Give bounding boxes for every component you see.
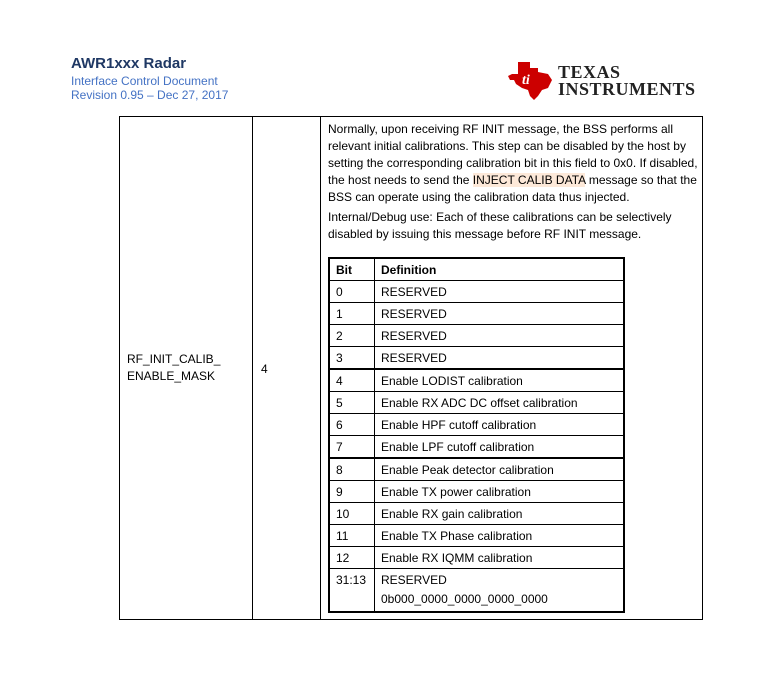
table-row: 2 RESERVED [329,325,624,347]
table-row: 5 Enable RX ADC DC offset calibration [329,392,624,414]
description-paragraph: Normally, upon receiving RF INIT message, the BSS performs all relevant initial calibrations. This step can be disabled by the host by setting the corresponding calibration bit in this field to 0x0. If disabled, the host needs to send the INJECT CALIB DATA message so that the BSS can operate using the calibration data thus injected. [328,122,698,204]
column-header-definition: Definition [375,258,625,281]
highlighted-term: INJECT CALIB DATA [472,173,586,187]
column-divider [320,117,321,619]
table-row: 12 Enable RX IQMM calibration [329,547,624,569]
svg-text:ti: ti [522,73,530,88]
field-description [328,121,698,246]
column-divider [252,117,253,619]
texas-state-icon [508,58,554,102]
table-row: 9 Enable TX power calibration [329,481,624,503]
ti-logo [508,58,698,102]
table-row: 8 Enable Peak detector calibration [329,458,624,481]
field-size: 4 [261,362,268,376]
table-header-row [329,258,624,281]
table-row: 3 RESERVED [329,347,624,370]
field-table [119,116,703,620]
column-header-bit: Bit [329,258,375,281]
ti-logo-text: TEXAS INSTRUMENTS [558,62,696,99]
bit-definition-table [328,257,625,613]
field-name: RF_INIT_CALIB_ ENABLE_MASK [127,352,221,383]
table-row: 10 Enable RX gain calibration [329,503,624,525]
table-row: 7 Enable LPF cutoff calibration [329,436,624,459]
table-row: 6 Enable HPF cutoff calibration [329,414,624,436]
table-row: 11 Enable TX Phase calibration [329,525,624,547]
reserved-default-value: 0b000_0000_0000_0000_0000 [381,592,548,606]
table-row: 31:13 RESERVED 0b000_0000_0000_0000_0000 [329,569,624,613]
doc-revision: Revision 0.95 – Dec 27, 2017 [71,88,229,102]
table-row: 4 Enable LODIST calibration [329,369,624,392]
table-row: 0 RESERVED [329,281,624,303]
doc-title: AWR1xxx Radar [71,55,187,72]
description-paragraph: Internal/Debug use: Each of these calibrations can be selectively disabled by issuing this message before RF INIT message. [328,210,672,241]
table-row: 1 RESERVED [329,303,624,325]
doc-type: Interface Control Document [71,74,218,88]
